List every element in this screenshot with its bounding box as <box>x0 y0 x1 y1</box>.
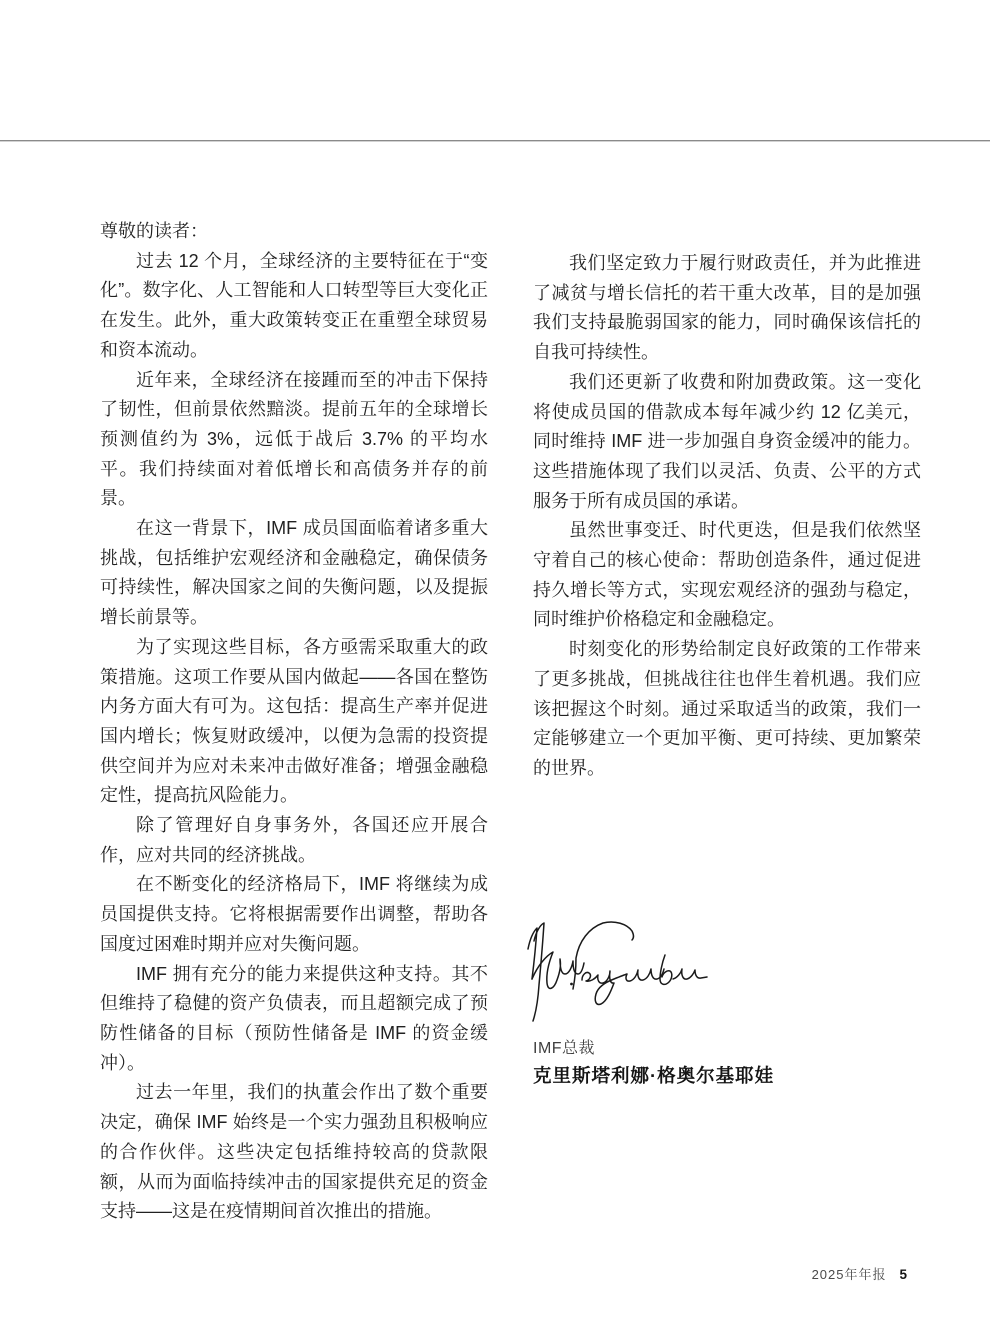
letter-paragraph: 近年来，全球经济在接踵而至的冲击下保持了韧性，但前景依然黯淡。提前五年的全球增长预测值约为 3%，远低于战后 3.7% 的平均水平。我们持续面对着低增长和高债务并存的前景。 <box>100 369 488 509</box>
letter-paragraph: IMF 拥有充分的能力来提供这种支持。其不但维持了稳健的资产负债表，而且超额完成了预防性储备的目标（预防性储备是 IMF 的资金缓冲）。 <box>100 963 488 1073</box>
letter-paragraph: 我们坚定致力于履行财政责任，并为此推进了减贫与增长信托的若干重大改革，目的是加强我们支持最脆弱国家的能力，同时确保该信托的自我可持续性。 <box>533 253 921 363</box>
page-footer <box>812 1264 907 1283</box>
letter-paragraph: 在这一背景下，IMF 成员国面临着诸多重大挑战，包括维护宏观经济和金融稳定，确保债务可持续性，解决国家之间的失衡问题，以及提振增长前景等。 <box>100 518 488 628</box>
header-divider-rule <box>0 140 990 142</box>
letter-paragraph: 除了管理好自身事务外，各国还应开展合作，应对共同的经济挑战。 <box>100 815 488 865</box>
letter-paragraph: 在不断变化的经济格局下，IMF 将继续为成员国提供支持。它将根据需要作出调整，帮助各国度过困难时期并应对失衡问题。 <box>100 874 488 954</box>
letter-paragraph: 我们还更新了收费和附加费政策。这一变化将使成员国的借款成本每年减少约 12 亿美元，同时维持 IMF 进一步加强自身资金缓冲的能力。这些措施体现了我们以灵活、负责、公平的方式服务于所有成员国的承诺。 <box>533 371 921 511</box>
letter-body-left-column <box>100 217 488 1227</box>
signer-name: 克里斯塔利娜·格奥尔基耶娃 <box>533 1065 775 1086</box>
letter-body-right-column <box>533 249 921 784</box>
letter-paragraph: 时刻变化的形势给制定良好政策的工作带来了更多挑战，但挑战往往也伴生着机遇。我们应该把握这个时刻。通过采取适当的政策，我们一定能够建立一个更加平衡、更可持续、更加繁荣的世界。 <box>533 639 921 778</box>
letter-paragraph: 过去 12 个月，全球经济的主要特征在于“变化”。数字化、人工智能和人口转型等巨大变化正在发生。此外，重大政策转变正在重塑全球贸易和资本流动。 <box>100 250 488 360</box>
salutation: 尊敬的读者： <box>100 221 208 241</box>
signature-block <box>515 905 915 1086</box>
letter-paragraph: 虽然世事变迁、时代更迭，但是我们依然坚守着自己的核心使命：帮助创造条件，通过促进持久增长等方式，实现宏观经济的强劲与稳定，同时维护价格稳定和金融稳定。 <box>533 520 921 630</box>
signer-title: IMF总裁 <box>533 1040 596 1057</box>
letter-paragraph: 过去一年里，我们的执董会作出了数个重要决定，确保 IMF 始终是一个实力强劲且积极响应的合作伙伴。这些决定包括维持较高的贷款限额，从而为面临持续冲击的国家提供充足的资金支持——这是在疫情期间首次推出的措施。 <box>100 1082 488 1222</box>
page-number: 5 <box>899 1267 907 1282</box>
letter-paragraph: 为了实现这些目标，各方亟需采取重大的政策措施。这项工作要从国内做起——各国在整饬内务方面大有可为。这包括：提高生产率并促进国内增长；恢复财政缓冲，以便为急需的投资提供空间并为应对未来冲击做好准备；增强金融稳定性，提高抗风险能力。 <box>100 636 488 806</box>
report-title: 2025年年报 <box>811 1267 887 1282</box>
signature-icon <box>515 905 735 1035</box>
